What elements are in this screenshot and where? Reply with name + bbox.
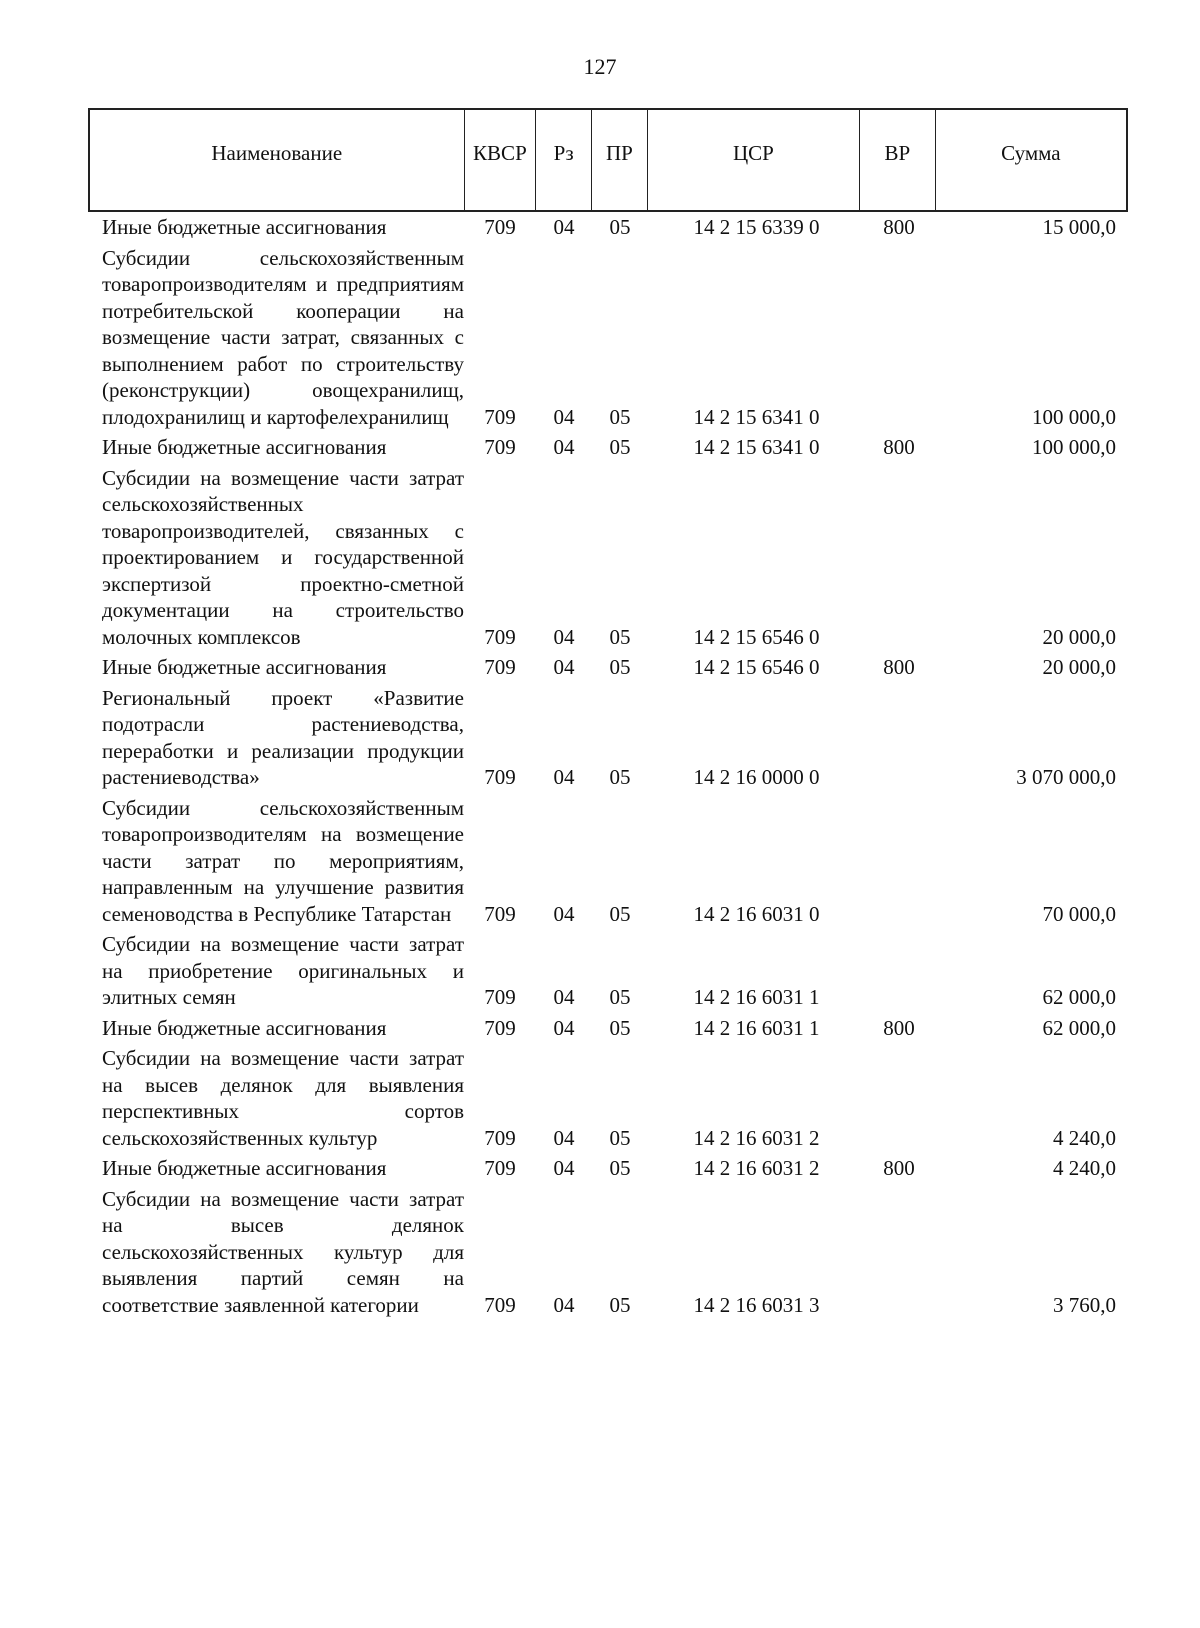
row-kvsr: 709 <box>484 655 516 679</box>
row-kvsr: 709 <box>484 765 516 789</box>
row-rz: 04 <box>553 655 575 679</box>
table-row <box>88 654 1128 681</box>
table-row <box>88 1015 1128 1042</box>
row-sum: 20 000,0 <box>1042 624 1116 649</box>
row-sum: 3 760,0 <box>1053 1292 1116 1317</box>
row-sum: 4 240,0 <box>1053 1125 1116 1150</box>
row-name: Иные бюджетные ассигнования <box>102 655 387 679</box>
header-name: Наименование <box>90 110 465 210</box>
row-pr: 05 <box>609 435 631 459</box>
table-row <box>88 1186 1128 1319</box>
row-name: Субсидии сельскохозяйственным товаропроизводителям на возмещение части затрат по мероприятиям, направленным на улучшение развития семеноводства в Республике Татарстан <box>102 795 464 926</box>
row-kvsr: 709 <box>484 985 516 1009</box>
header-kvsr: КВСР <box>465 110 537 210</box>
row-sum: 4 240,0 <box>1053 1156 1116 1180</box>
header-rz: Рз <box>536 110 592 210</box>
row-kvsr: 709 <box>484 1015 516 1040</box>
row-csr: 14 2 15 6341 0 <box>693 435 820 459</box>
row-rz: 04 <box>553 1125 575 1150</box>
row-sum: 100 000,0 <box>1032 404 1116 429</box>
row-sum: 20 000,0 <box>1042 655 1116 679</box>
row-csr: 14 2 16 6031 3 <box>693 1292 820 1317</box>
row-name: Иные бюджетные ассигнования <box>102 435 387 459</box>
row-sum: 62 000,0 <box>1042 985 1116 1009</box>
row-csr: 14 2 16 0000 0 <box>693 765 820 789</box>
row-rz: 04 <box>553 624 575 649</box>
row-csr: 14 2 15 6339 0 <box>693 215 820 239</box>
row-name: Региональный проект «Развитие подотрасли растениеводства, переработки и реализации продукции растениеводства» <box>102 685 464 789</box>
page-number: 127 <box>583 54 617 79</box>
row-name: Субсидии сельскохозяйственным товаропроизводителям и предприятиям потребительской кооперации на возмещение части затрат, связанных с выполнением работ по строительству (реконструкции) овощехранилищ, плодохранилищ и картофелехранилищ <box>102 245 464 429</box>
row-pr: 05 <box>609 765 631 789</box>
row-rz: 04 <box>553 901 575 926</box>
row-rz: 04 <box>553 435 575 459</box>
table-row <box>88 245 1128 431</box>
row-kvsr: 709 <box>484 1292 516 1317</box>
row-vr: 800 <box>883 1156 915 1180</box>
row-pr: 05 <box>609 901 631 926</box>
row-name: Субсидии на возмещение части затрат на высев делянок сельскохозяйственных культур для выявления партий семян на соответствие заявленной категории <box>102 1186 464 1317</box>
row-kvsr: 709 <box>484 435 516 459</box>
row-name: Субсидии на возмещение части затрат на приобретение оригинальных и элитных семян <box>102 932 464 1009</box>
row-kvsr: 709 <box>484 215 516 239</box>
row-pr: 05 <box>609 1125 631 1150</box>
row-csr: 14 2 16 6031 2 <box>693 1125 820 1150</box>
row-name: Иные бюджетные ассигнования <box>102 1015 387 1040</box>
row-sum: 62 000,0 <box>1042 1015 1116 1040</box>
row-rz: 04 <box>553 1015 575 1040</box>
table-row <box>88 1045 1128 1151</box>
row-name: Иные бюджетные ассигнования <box>102 215 387 239</box>
table-row <box>88 214 1128 241</box>
row-kvsr: 709 <box>484 624 516 649</box>
row-sum: 3 070 000,0 <box>1016 765 1116 789</box>
row-csr: 14 2 16 6031 1 <box>693 985 820 1009</box>
row-kvsr: 709 <box>484 404 516 429</box>
header-vr: ВР <box>860 110 936 210</box>
row-rz: 04 <box>553 1156 575 1180</box>
header-csr: ЦСР <box>648 110 860 210</box>
row-pr: 05 <box>609 1015 631 1040</box>
row-pr: 05 <box>609 215 631 239</box>
row-sum: 100 000,0 <box>1032 435 1116 459</box>
row-vr: 800 <box>883 215 915 239</box>
row-kvsr: 709 <box>484 1125 516 1150</box>
row-rz: 04 <box>553 985 575 1009</box>
row-rz: 04 <box>553 1292 575 1317</box>
table-row <box>88 931 1128 1011</box>
row-name: Субсидии на возмещение части затрат на высев делянок для выявления перспективных сортов сельскохозяйственных культур <box>102 1046 464 1150</box>
row-pr: 05 <box>609 1292 631 1317</box>
header-sum: Сумма <box>1001 140 1061 165</box>
row-vr: 800 <box>883 1015 915 1040</box>
row-vr: 800 <box>883 655 915 679</box>
row-name: Субсидии на возмещение части затрат сельскохозяйственных товаропроизводителей, связанных с проектированием и государственной экспертизой проектно-сметной документации на строительство молочных комплексов <box>102 465 464 649</box>
table-body <box>88 214 1128 1322</box>
row-sum: 15 000,0 <box>1042 215 1116 239</box>
header-pr: ПР <box>592 110 648 210</box>
row-csr: 14 2 16 6031 1 <box>693 1015 820 1040</box>
table-row <box>88 685 1128 791</box>
row-kvsr: 709 <box>484 1156 516 1180</box>
table-row <box>88 795 1128 928</box>
row-pr: 05 <box>609 404 631 429</box>
row-csr: 14 2 16 6031 0 <box>693 901 820 926</box>
row-pr: 05 <box>609 655 631 679</box>
row-csr: 14 2 16 6031 2 <box>693 1156 820 1180</box>
row-rz: 04 <box>553 404 575 429</box>
row-pr: 05 <box>609 985 631 1009</box>
table-row <box>88 434 1128 461</box>
row-csr: 14 2 15 6546 0 <box>693 655 820 679</box>
row-kvsr: 709 <box>484 901 516 926</box>
row-pr: 05 <box>609 1156 631 1180</box>
row-csr: 14 2 15 6546 0 <box>693 624 820 649</box>
table-row <box>88 465 1128 651</box>
row-name: Иные бюджетные ассигнования <box>102 1156 387 1180</box>
table-row <box>88 1155 1128 1182</box>
table-header <box>88 108 1128 212</box>
row-sum: 70 000,0 <box>1042 901 1116 926</box>
row-vr: 800 <box>883 435 915 459</box>
row-rz: 04 <box>553 765 575 789</box>
row-csr: 14 2 15 6341 0 <box>693 404 820 429</box>
row-rz: 04 <box>553 215 575 239</box>
row-pr: 05 <box>609 624 631 649</box>
